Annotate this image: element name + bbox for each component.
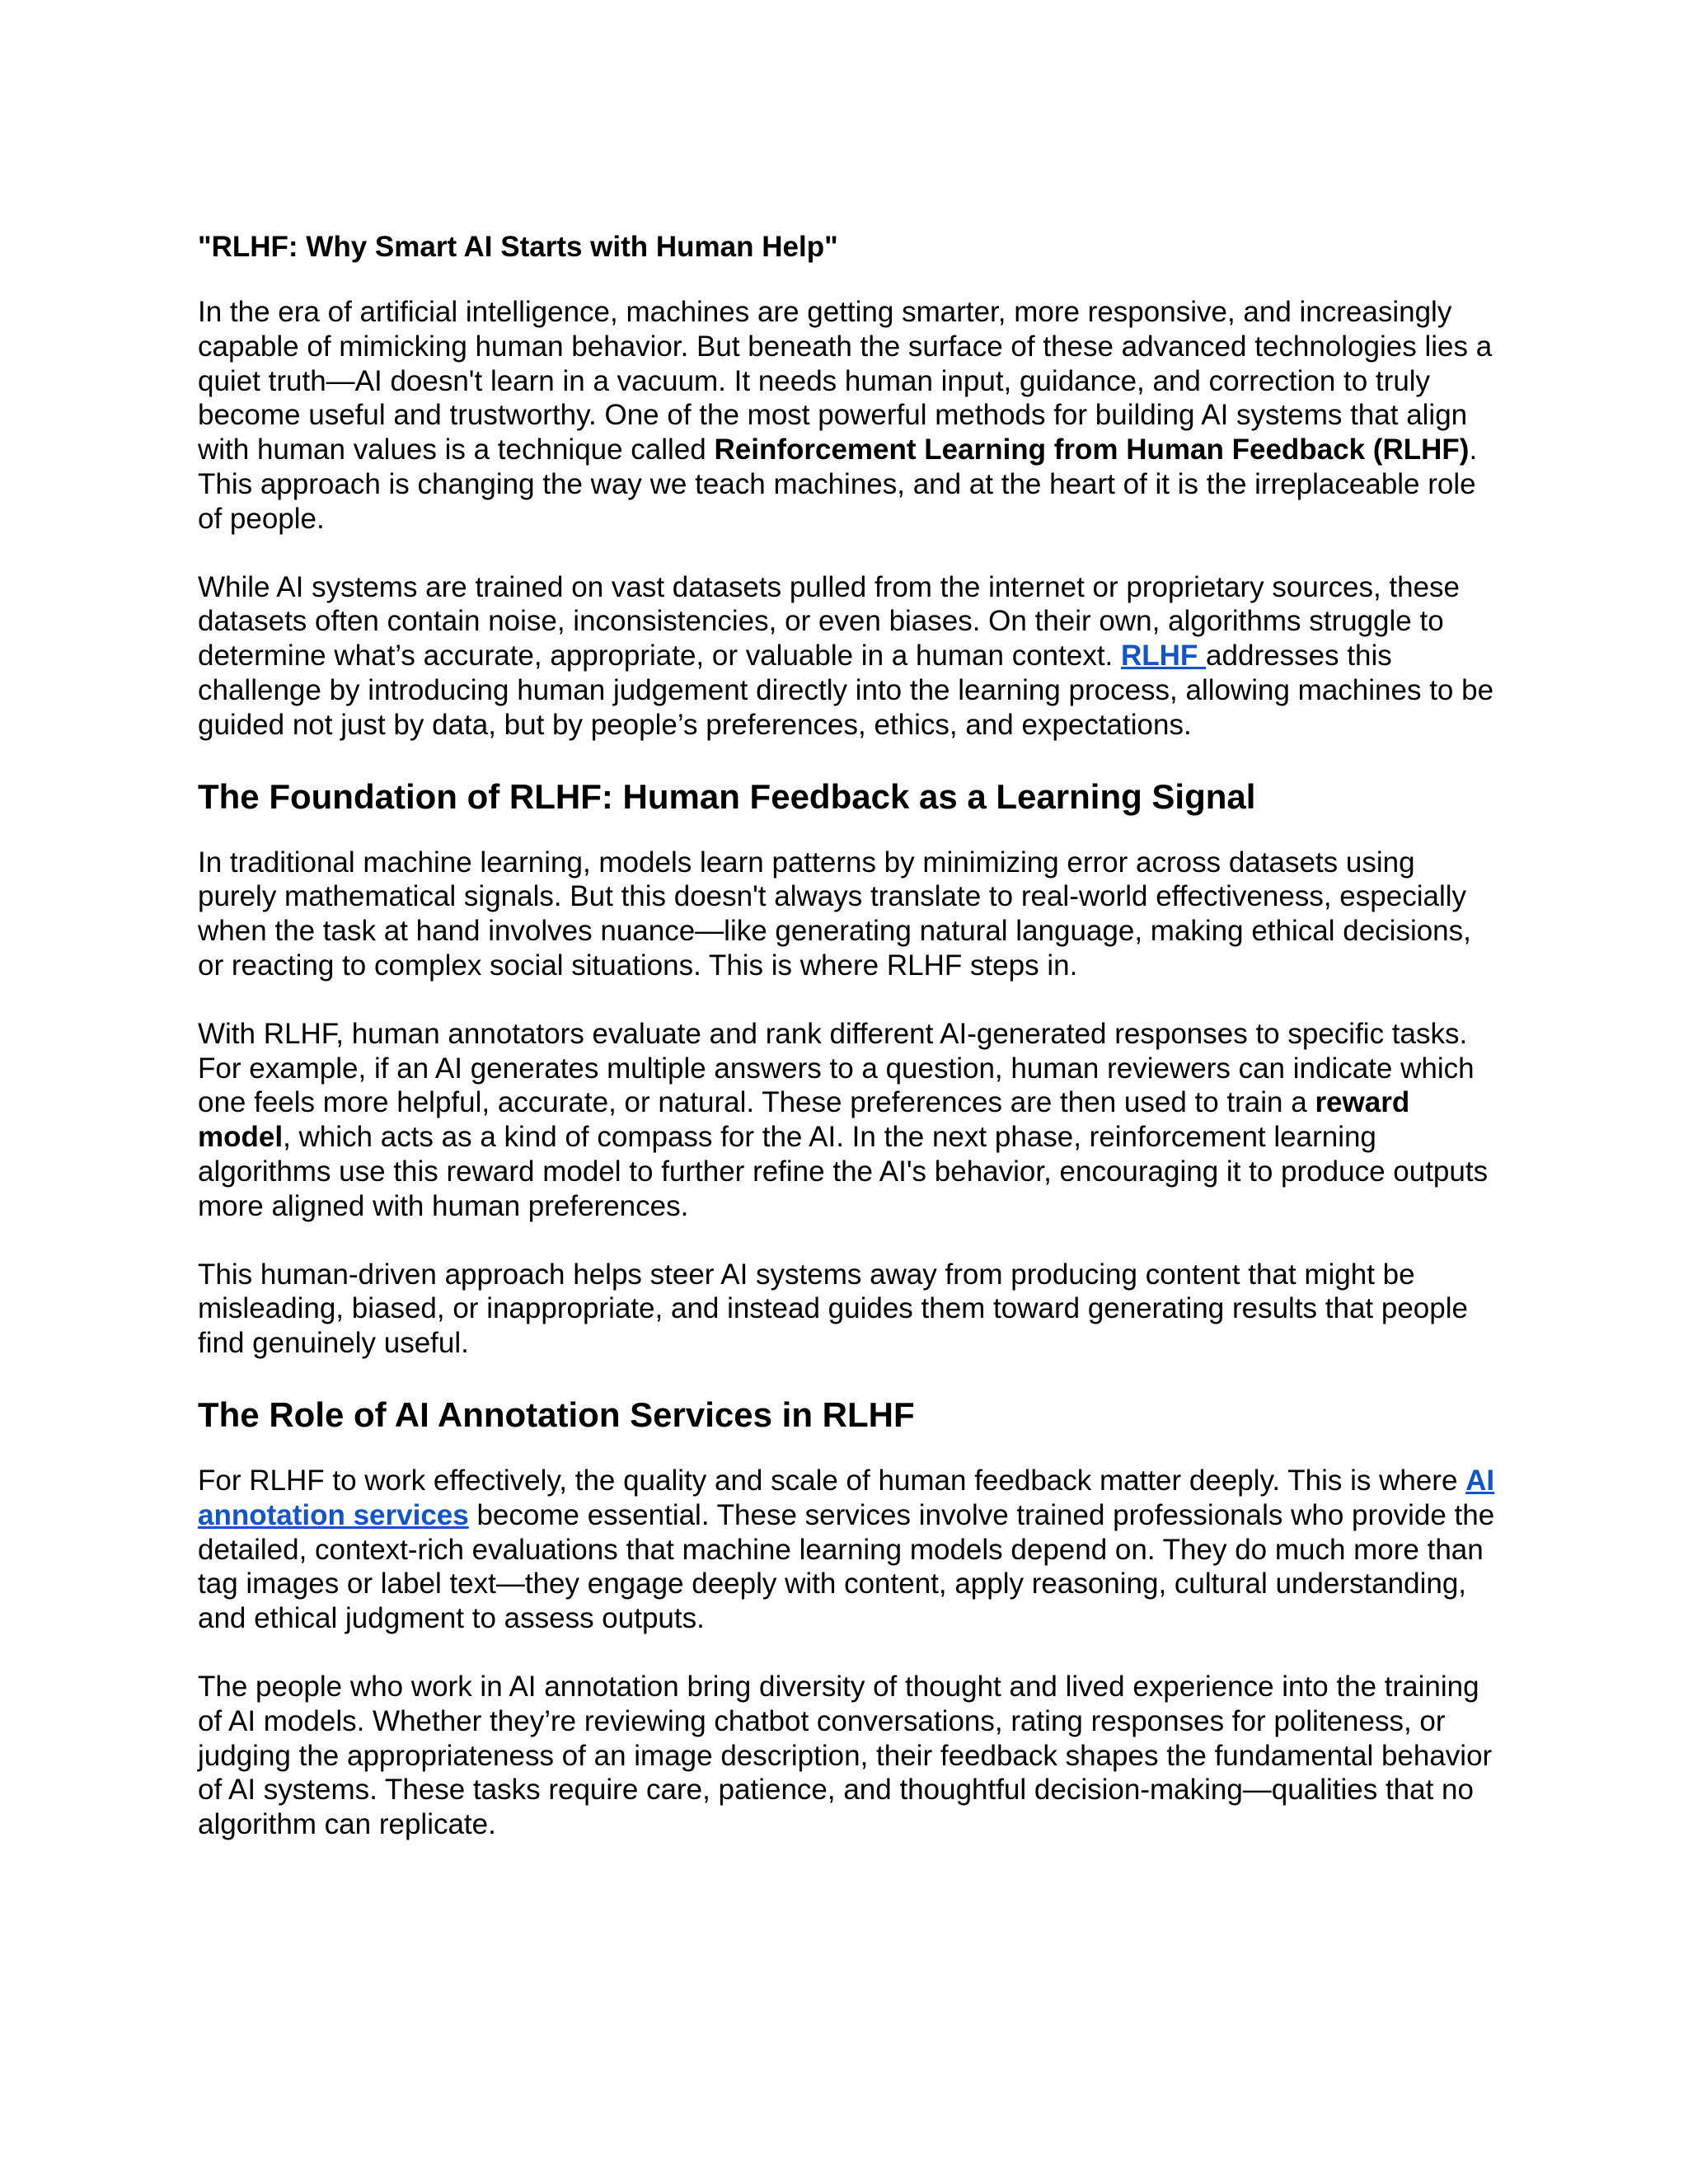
reward-model-bold: reward model [198, 1086, 1410, 1154]
section1-p2-text-a: With RLHF, human annotators evaluate and rank different AI-generated responses to specific tasks. For example, if an AI generates multiple answers to a question, human reviewers can indicate which one feels more helpful, accurate, or natural. These preferences are then used to train a [198, 1017, 1475, 1119]
rlhf-link[interactable]: RLHF [1121, 640, 1207, 673]
intro-p1-text-b: . This approach is changing the way we teach machines, and at the heart of it is the irreplaceable role of people. [198, 434, 1478, 535]
intro-p1-text-a: In the era of artificial intelligence, machines are getting smarter, more responsive, and increasingly capable of mimicking human behavior. But beneath the surface of these advanced technologies lies a quiet truth—AI doesn't learn in a vacuum. It needs human input, guidance, and correction to truly become useful and trustworthy. One of the most powerful methods for building AI systems that align with human values is a technique called [198, 296, 1493, 466]
section-heading-annotation: The Role of AI Annotation Services in RLHF [198, 1394, 915, 1434]
document-page [198, 229, 1500, 1876]
section1-paragraph-2 [198, 1017, 1500, 1224]
intro-paragraph-2 [198, 570, 1500, 743]
section1-paragraph-1: In traditional machine learning, models learn patterns by minimizing error across datasets using purely mathematical signals. But this doesn't always translate to real-world effectiveness, especially when the task at hand involves nuance—like generating natural language, making ethical decisions, or reacting to complex social situations. This is where RLHF steps in. [198, 846, 1471, 982]
section2-paragraph-1 [198, 1464, 1500, 1636]
ai-annotation-services-link[interactable]: AI annotation services [198, 1464, 1495, 1531]
section2-paragraph-2: The people who work in AI annotation bring diversity of thought and lived experience into the training of AI models. Whether they’re reviewing chatbot conversations, rating responses for politeness, or judging the appropriateness of an image description, their feedback shapes the fundamental behavior of AI systems. These tasks require care, patience, and thoughtful decision-making—qualities that no algorithm can replicate. [198, 1670, 1493, 1841]
section2-p1-text-a: For RLHF to work effectively, the quality and scale of human feedback matter deeply. This is where [198, 1464, 1466, 1497]
section1-paragraph-3: This human-driven approach helps steer AI systems away from producing content that might be misleading, biased, or inappropriate, and instead guides them toward generating results that people find genuinely useful. [198, 1258, 1468, 1360]
section2-p1-text-b: become essential. These services involve trained professionals who provide the detailed, context-rich evaluations that machine learning models depend on. They do much more than tag images or label text—they engage deeply with content, apply reasoning, cultural understanding, and ethical judgment to assess outputs. [198, 1498, 1495, 1635]
section1-p2-text-b: , which acts as a kind of compass for the AI. In the next phase, reinforcement learning algorithms use this reward model to further refine the AI's behavior, encouraging it to produce outputs more aligned with human preferences. [198, 1121, 1489, 1222]
intro-p2-text-a: While AI systems are trained on vast datasets pulled from the internet or proprietary sources, these datasets often contain noise, inconsistencies, or even biases. On their own, algorithms struggle to determine what’s accurate, appropriate, or valuable in a human context. [198, 570, 1461, 673]
rlhf-term-bold: Reinforcement Learning from Human Feedback (RLHF) [714, 434, 1470, 466]
document-title: "RLHF: Why Smart AI Starts with Human Help" [198, 231, 838, 263]
section-heading-foundation: The Foundation of RLHF: Human Feedback as a Learning Signal [198, 776, 1256, 816]
intro-paragraph-1 [198, 295, 1500, 537]
intro-p2-text-b: addresses this challenge by introducing human judgement directly into the learning process, allowing machines to be guided not just by data, but by people’s preferences, ethics, and expectations. [198, 640, 1494, 741]
